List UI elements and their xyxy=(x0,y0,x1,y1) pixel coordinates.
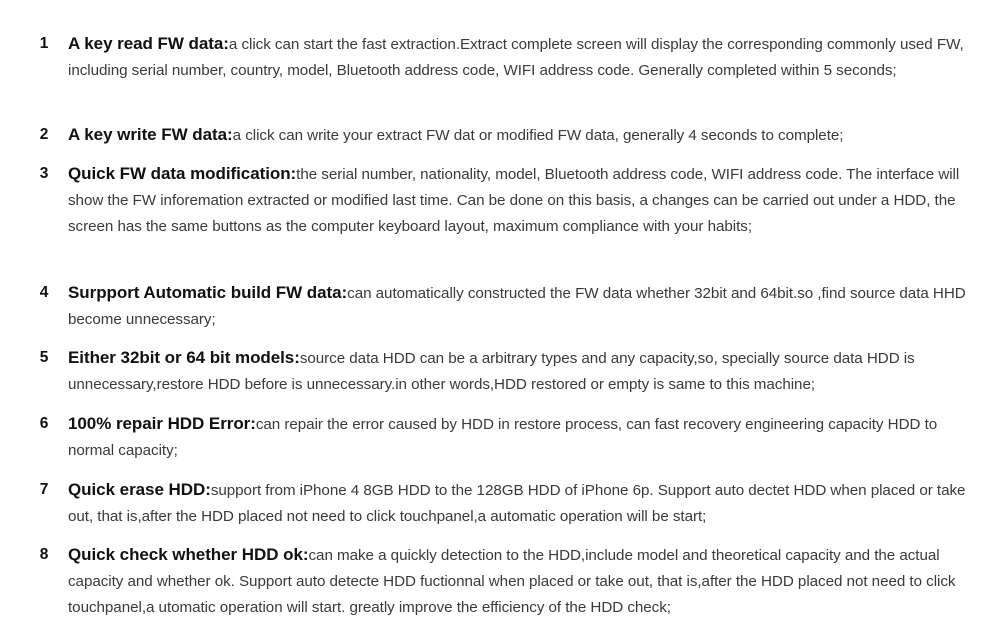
item-body: a click can start the fast extraction.Extract complete screen will display the corresponding commonly used FW, including serial number, country, model, Bluetooth address code, WIFI address code. Generally completed within 5 seconds; xyxy=(68,36,964,79)
item-text xyxy=(68,280,968,333)
item-title: Quick check whether HDD ok: xyxy=(68,545,309,564)
item-number: 8 xyxy=(39,546,49,563)
item-text xyxy=(68,161,968,240)
item-title: Quick FW data modification: xyxy=(68,164,297,183)
item-text xyxy=(68,345,968,398)
item-title: Surpport Automatic build FW data: xyxy=(68,283,348,302)
item-number: 7 xyxy=(39,481,49,498)
item-title: Either 32bit or 64 bit models: xyxy=(68,348,300,367)
item-text xyxy=(68,477,968,530)
item-text xyxy=(68,542,968,621)
item-body: can repair the error caused by HDD in restore process, can fast recovery engineering capacity HDD to normal capacity; xyxy=(68,416,938,459)
item-number: 1 xyxy=(39,35,49,52)
item-text xyxy=(68,411,968,464)
item-title: 100% repair HDD Error: xyxy=(68,414,256,433)
item-number: 6 xyxy=(39,415,49,432)
item-number: 5 xyxy=(39,349,49,366)
item-text xyxy=(68,122,968,149)
item-title: Quick erase HDD: xyxy=(68,480,211,499)
item-number: 3 xyxy=(39,165,49,182)
item-body: a click can write your extract FW dat or modified FW data, generally 4 seconds to complete; xyxy=(232,127,844,144)
item-body: can make a quickly detection to the HDD,include model and theoretical capacity and the actual capacity and whether ok. Support auto detecte HDD fuctionnal when placed or take out, that is,after the HDD placed not need to click touchpanel,a utomatic operation will start. greatly improve the efficiency of the HDD check; xyxy=(68,547,956,616)
item-number: 4 xyxy=(39,284,49,301)
item-number: 2 xyxy=(39,126,49,143)
item-body: source data HDD can be a arbitrary types and any capacity,so, specially source data HDD is unnecessary,restore HDD before is unnecessary.in other words,HDD restored or empty is same to this machine; xyxy=(68,350,915,393)
item-title: A key read FW data: xyxy=(68,34,229,53)
item-body: the serial number, nationality, model, Bluetooth address code, WIFI address code. The interface will show the FW inforemation extracted or modified last time. Can be done on this basis, a changes can be carried out under a HDD, the screen has the same buttons as the computer keyboard layout, maximum compliance with your habits; xyxy=(68,166,960,235)
item-title: A key write FW data: xyxy=(68,125,233,144)
item-body: support from iPhone 4 8GB HDD to the 128GB HDD of iPhone 6p. Support auto dectet HDD when placed or take out, that is,after the HDD placed not need to click touchpanel,a automatic operation will be start; xyxy=(68,482,966,525)
item-body: can automatically constructed the FW data whether 32bit and 64bit.so ,find source data HHD become unnecessary; xyxy=(68,285,966,328)
item-text xyxy=(68,31,968,84)
